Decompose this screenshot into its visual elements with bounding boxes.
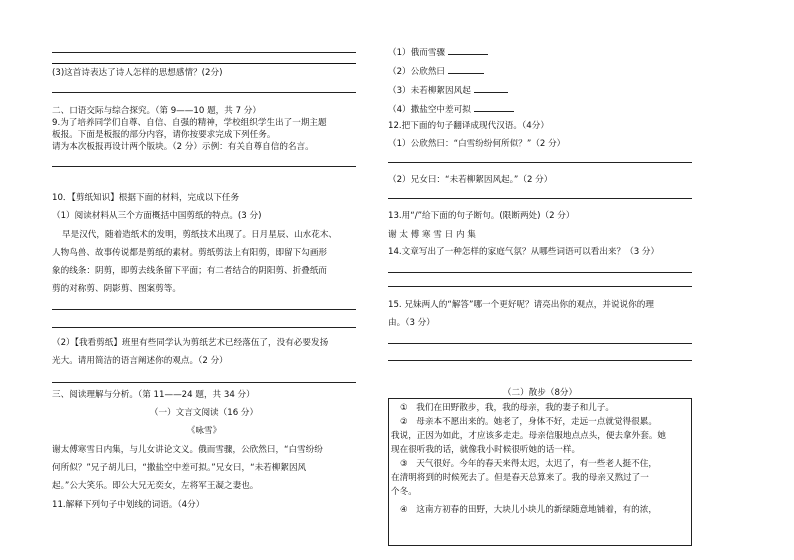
answer-line bbox=[388, 162, 692, 163]
question-10-1: （1）阅读材料从三个方面概括中国剪纸的特点。(3 分) bbox=[52, 211, 262, 221]
answer-line bbox=[388, 198, 692, 199]
fill-blank[interactable] bbox=[448, 64, 484, 74]
fill-blank[interactable] bbox=[474, 83, 508, 93]
answer-line bbox=[388, 360, 692, 361]
question-9-line-1: 9.为了培养同学们自尊、自信、自强的精神，学校组织学生出了一期主题 bbox=[52, 118, 327, 128]
fill-blank[interactable] bbox=[448, 45, 488, 55]
answer-line bbox=[52, 382, 356, 383]
classical-line-2: 何所似？”兄子胡儿曰，“撒盐空中差可拟。”兄女曰，“未若柳絮因风 bbox=[52, 463, 307, 473]
material-line-3: 象的线条：阴剪，即剪去线条留下平面；有二者结合的阴阳剪、折叠纸而 bbox=[52, 266, 328, 276]
question-15-line-1: 15. 兄妹两人的“解答”哪一个更好呢？请亮出你的观点，并说说你的理 bbox=[388, 300, 654, 310]
q11-item-4: （4）撒盐空中差可拟 bbox=[388, 102, 514, 116]
answer-line bbox=[388, 272, 692, 273]
passage-line-8: ④ 这南方初春的田野，大块儿小块儿的新绿随意地铺着，有的浓， bbox=[400, 505, 657, 515]
material-line-1: 早是汉代，随着造纸术的发明，剪纸技术出现了。日月星辰、山水花木、 bbox=[62, 230, 338, 240]
passage-line-6: 在清明将到的时候死去了。但是春天总算来了。我的母亲又熬过了一 bbox=[391, 473, 649, 483]
q11-item-1: （1）俄而雪骤 bbox=[388, 45, 488, 59]
answer-line bbox=[388, 343, 692, 344]
passage-line-3: 我说，正因为如此，才应该多走走。母亲信服地点点头，便去拿外套。她 bbox=[391, 431, 667, 441]
q11-item-3: （3）未若柳絮因风起 bbox=[388, 83, 508, 97]
answer-line bbox=[52, 309, 356, 310]
subsection-1-title: （一）文言文阅读（16 分） bbox=[149, 408, 259, 418]
material-line-2: 人物鸟兽、故事传说都是剪纸的素材。剪纸剪法上有阳剪，即留下勾画形 bbox=[52, 248, 328, 258]
answer-line bbox=[52, 52, 356, 53]
question-12-1: （1）公欣然曰：“白雪纷纷何所似？”（2 分） bbox=[388, 139, 566, 149]
passage-line-1: ① 我们在田野散步，我，我的母亲，我的妻子和儿子。 bbox=[400, 403, 614, 413]
classical-line-1: 谢太傅寒雪日内集，与儿女讲论文义。俄而雪骤，公欣然曰，“白雪纷纷 bbox=[52, 445, 323, 455]
question-3: (3)这首诗表达了诗人怎样的思想感情？(2分) bbox=[52, 68, 223, 78]
question-10-2-line-2: 光大。请用简洁的语言阐述你的观点。（2 分） bbox=[52, 356, 228, 366]
passage-line-7: 个冬。 bbox=[391, 487, 417, 497]
section-3-heading: 三、阅读理解与分析。（第 11——24 题，共 34 分） bbox=[52, 390, 255, 400]
q11-item-2: （2）公欣然曰 bbox=[388, 64, 484, 78]
passage-line-5: ③ 天气很好。今年的春天来得太迟，太迟了，有一些老人挺不住， bbox=[400, 459, 657, 469]
poem-title: 《咏雪》 bbox=[186, 426, 222, 436]
passage-line-4: 现在很听我的话，就像我小时候很听她的话一样。 bbox=[391, 445, 581, 455]
question-12: 12.把下面的句子翻译成现代汉语。（4分） bbox=[388, 121, 549, 131]
answer-line bbox=[388, 286, 692, 287]
question-14: 14.文章写出了一种怎样的家庭气氛？从哪些词语可以看出来？（3 分） bbox=[388, 247, 660, 257]
passage-line-2: ② 母亲本不愿出来的。她老了，身体不好，走远一点就觉得很累。 bbox=[400, 417, 657, 427]
question-10-2-line-1: （2）【我看剪纸】班里有些同学认为剪纸艺术已经落伍了，没有必要发扬 bbox=[52, 338, 329, 348]
answer-line bbox=[52, 63, 356, 64]
answer-line bbox=[52, 327, 356, 328]
question-9-line-3: 请为本次板报再设计两个版块。（2 分）示例：有关自尊自信的名言。 bbox=[52, 142, 314, 152]
question-12-2: （2）兄女曰：“未若柳絮因风起。”（2 分） bbox=[388, 175, 553, 185]
question-11: 11.解释下列句子中划线的词语。（4分） bbox=[52, 500, 205, 510]
answer-line bbox=[52, 166, 356, 167]
question-13-text: 谢 太 傅 寒 雪 日 内 集 bbox=[388, 230, 476, 240]
classical-line-3: 起。”公大笑乐。即公大兄无奕女，左将军王凝之妻也。 bbox=[52, 481, 259, 491]
question-15-line-2: 由。（3 分） bbox=[388, 318, 435, 328]
question-10-title: 10．【剪纸知识】根据下面的材料，完成以下任务 bbox=[52, 193, 240, 203]
subsection-2-title: （二）散步（8分） bbox=[502, 388, 578, 398]
question-9-line-2: 板报。下面是板报的部分内容，请你按要求完成下列任务。 bbox=[52, 130, 276, 140]
answer-line bbox=[52, 92, 356, 93]
question-13: 13.用“/”给下面的句子断句。(限断两处)（2 分） bbox=[388, 211, 575, 221]
fill-blank[interactable] bbox=[474, 102, 514, 112]
section-2-heading: 二、口语交际与综合探究。（第 9——10 题，共 7 分） bbox=[52, 106, 261, 116]
material-line-4: 剪的对称剪、阴影剪、图案剪等。 bbox=[52, 284, 181, 294]
